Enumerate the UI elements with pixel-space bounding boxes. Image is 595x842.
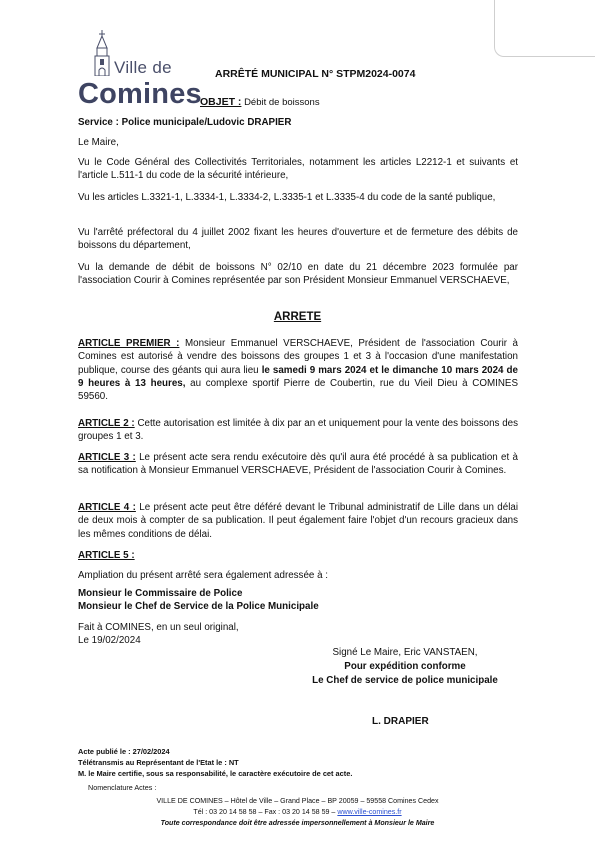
vu-arrete-prefectoral: Vu l'arrêté préfectoral du 4 juillet 2002 fixant les heures d'ouverture et de fermeture des débits de boissons du département, <box>78 227 518 252</box>
article-5-label: ARTICLE 5 : <box>78 550 135 561</box>
article-2-text: Cette autorisation est limitée à dix par an et uniquement pour la vente des boissons des groupes 1 et 3. <box>78 418 518 443</box>
recipient-chef-police: Monsieur le Chef de Service de la Police Municipale <box>78 601 319 612</box>
signature-line-3: Le Chef de service de police municipale <box>312 675 498 686</box>
service-line: Service : Police municipale/Ludovic DRAPIER <box>78 117 292 128</box>
article-2 <box>78 417 518 444</box>
article-5-label-line <box>78 549 518 562</box>
objet-text: Débit de boissons <box>244 97 320 108</box>
publication-date: Acte publié le : 27/02/2024 <box>78 747 170 756</box>
article-3-label: ARTICLE 3 : <box>78 452 136 463</box>
signature-line-1: Signé Le Maire, Eric VANSTAEN, <box>332 647 478 658</box>
fait-a: Fait à COMINES, en un seul original, <box>78 622 239 633</box>
vu-cgct: Vu le Code Général des Collectivités Territoriales, notamment les articles L2212-1 et suivants et l'article L.511-1 du code de la sécurité intérieure, <box>78 157 518 182</box>
article-1-label: ARTICLE PREMIER : <box>78 338 180 349</box>
page-title: ARRÊTÉ MUNICIPAL N° STPM2024-0074 <box>215 68 416 80</box>
article-4-label: ARTICLE 4 : <box>78 502 136 513</box>
footer-phone: Tél : 03 20 14 58 58 – Fax : 03 20 14 58 59 – <box>193 808 336 816</box>
page-footer <box>0 796 595 829</box>
signature-block <box>290 646 520 688</box>
certification: M. le Maire certifie, sous sa responsabilité, le caractère exécutoire de cet acte. <box>78 769 353 778</box>
article-1 <box>78 337 518 403</box>
logo-ville-text: Ville de <box>114 58 172 77</box>
article-5-text: Ampliation du présent arrêté sera également adressée à : <box>78 570 328 581</box>
article-1-location: au complexe sportif Pierre de Coubertin, rue du Vieil Dieu à COMINES 59560. <box>78 377 518 403</box>
arrete-heading: ARRETE <box>273 311 322 323</box>
objet-label: OBJET : <box>200 96 242 108</box>
objet-line <box>200 96 320 108</box>
vu-demande: Vu la demande de débit de boissons N° 02/10 en date du 21 décembre 2023 formulée par l'association Courir à Comines représentée par son Président Monsieur Emmanuel VERSCHAEVE, <box>78 262 518 287</box>
footer-note: Toute correspondance doit être adressée impersonnellement à Monsieur le Maire <box>160 819 435 827</box>
article-1-text: Monsieur Emmanuel VERSCHAEVE, Président de l'association Courir à Comines est autorisé à vendre des boissons des groupes 1 et 3 à l'occasion d'une manifestation publique, course des géants qui aura lieu <box>78 338 518 376</box>
signature-name: L. DRAPIER <box>372 716 429 727</box>
nomenclature: Nomenclature Actes : <box>88 783 157 792</box>
stamp-box <box>494 0 595 57</box>
footer-address: VILLE DE COMINES – Hôtel de Ville – Grand Place – BP 20059 – 59558 Comines Cedex <box>156 797 439 805</box>
footer-contact <box>0 807 595 818</box>
article-4-text: Le présent acte peut être déféré devant le Tribunal administratif de Lille dans un délai de deux mois à compter de sa publication. Il peut également faire l'objet d'un recours gracieux dans les mêmes conditions de délai. <box>78 502 519 540</box>
article-1-dates: le samedi 9 mars 2024 et le dimanche 10 mars 2024 de 9 heures à 13 heures, <box>78 364 518 389</box>
article-2-label: ARTICLE 2 : <box>78 418 135 429</box>
vu-sante-publique: Vu les articles L.3321-1, L.3334-1, L.3334-2, L.3335-1 et L.3335-4 du code de la santé publique, <box>78 192 496 203</box>
ville-de-comines-logo <box>78 28 202 110</box>
article-4 <box>78 501 518 541</box>
le-maire: Le Maire, <box>78 137 119 148</box>
fait-date: Le 19/02/2024 <box>78 635 141 646</box>
publication-block <box>78 746 352 779</box>
signature-line-2: Pour expédition conforme <box>344 661 466 672</box>
website-link[interactable]: www.ville-comines.fr <box>337 808 402 816</box>
teletransmission: Télétransmis au Représentant de l'Etat le : NT <box>78 758 239 767</box>
recipient-commissaire: Monsieur le Commissaire de Police <box>78 588 243 599</box>
church-tower-icon <box>92 30 112 76</box>
logo-comines-text: Comines <box>78 78 202 110</box>
article-3-text: Le présent acte sera rendu exécutoire dès qu'il aura été procédé à sa publication et à sa notification à Monsieur Emmanuel VERSCHAEVE, Président de l'association Courir à Comines. <box>78 452 518 477</box>
article-3 <box>78 451 518 478</box>
